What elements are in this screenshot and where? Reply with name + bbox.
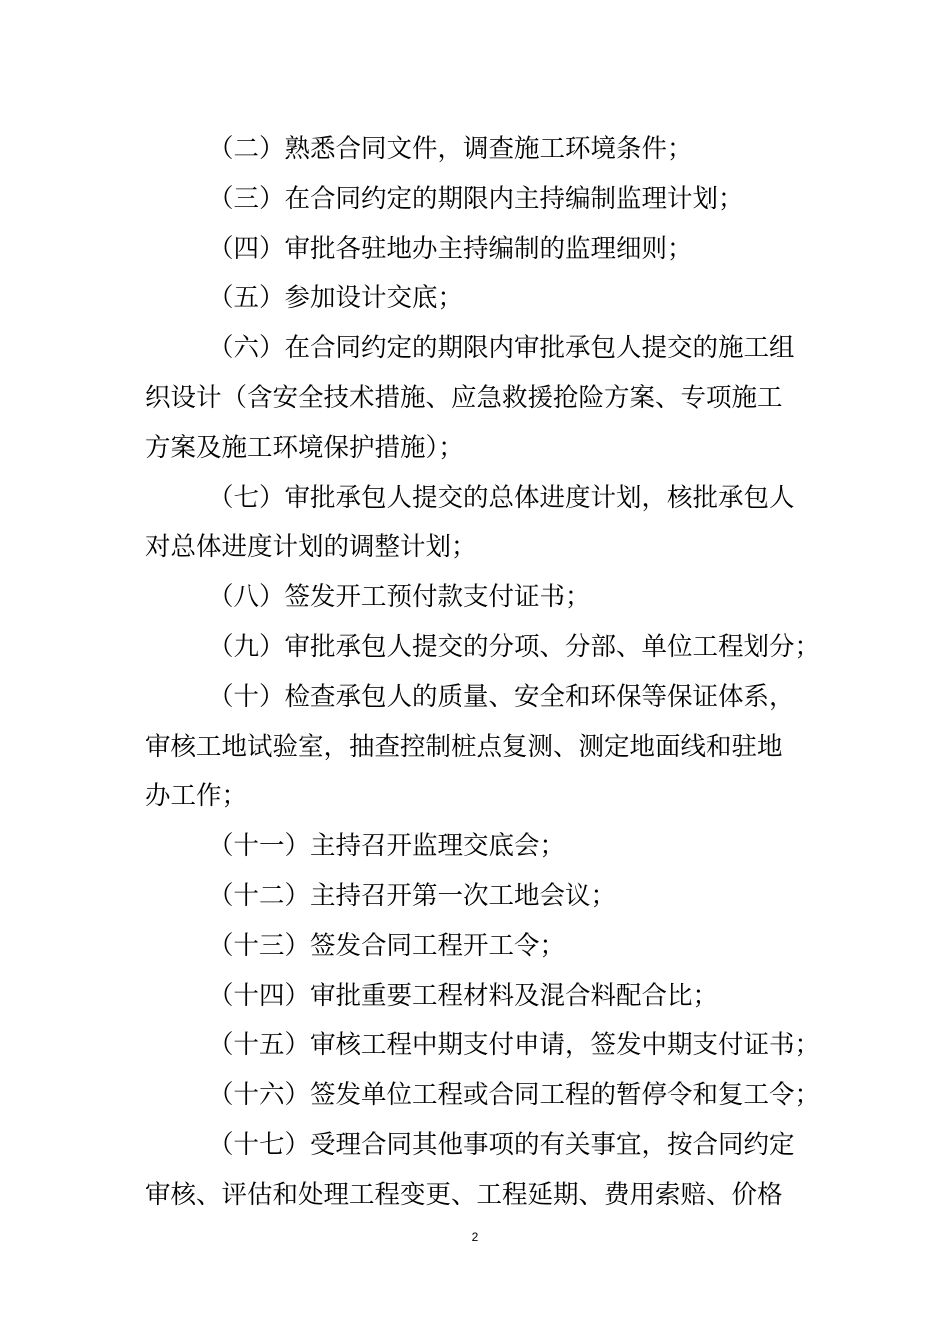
paragraph-line: （四）审批各驻地办主持编制的监理细则； — [208, 233, 693, 264]
paragraph-line: （六）在合同约定的期限内审批承包人提交的施工组 — [208, 333, 795, 364]
document-body — [145, 125, 821, 1221]
paragraph-line: （十六）签发单位工程或合同工程的暂停令和复工令； — [208, 1080, 821, 1111]
paragraph-line: （十三）签发合同工程开工令； — [208, 930, 566, 961]
paragraph-line: 对总体进度计划的调整计划； — [145, 532, 477, 563]
paragraph-line: （五）参加设计交底； — [208, 283, 464, 314]
paragraph-line: 审核工地试验室，抽查控制桩点复测、测定地面线和驻地 — [145, 731, 783, 762]
paragraph-line: （七）审批承包人提交的总体进度计划，核批承包人 — [208, 482, 795, 513]
paragraph-line: （三）在合同约定的期限内主持编制监理计划； — [208, 183, 744, 214]
page-number: 2 — [471, 1230, 479, 1244]
paragraph-line: （十）检查承包人的质量、安全和环保等保证体系， — [208, 681, 795, 712]
paragraph-line: （九）审批承包人提交的分项、分部、单位工程划分； — [208, 631, 821, 662]
paragraph-line: （二）熟悉合同文件，调查施工环境条件； — [208, 134, 693, 164]
paragraph-line: （十一）主持召开监理交底会； — [208, 831, 566, 862]
paragraph-line: （十五）审核工程中期支付申请，签发中期支付证书； — [208, 1030, 821, 1061]
paragraph-line: （十七）受理合同其他事项的有关事宜，按合同约定 — [208, 1129, 795, 1160]
paragraph-line: 办工作； — [145, 781, 248, 812]
paragraph-line: 织设计（含安全技术措施、应急救援抢险方案、专项施工 — [145, 382, 783, 413]
paragraph-line: （八）签发开工预付款支付证书； — [208, 582, 591, 613]
paragraph-line: 审核、评估和处理工程变更、工程延期、费用索赔、价格 — [145, 1179, 783, 1210]
paragraph-line: （十二）主持召开第一次工地会议； — [208, 880, 617, 911]
paragraph-line: 方案及施工环境保护措施）； — [145, 432, 464, 463]
paragraph-line: （十四）审批重要工程材料及混合料配合比； — [208, 980, 719, 1011]
